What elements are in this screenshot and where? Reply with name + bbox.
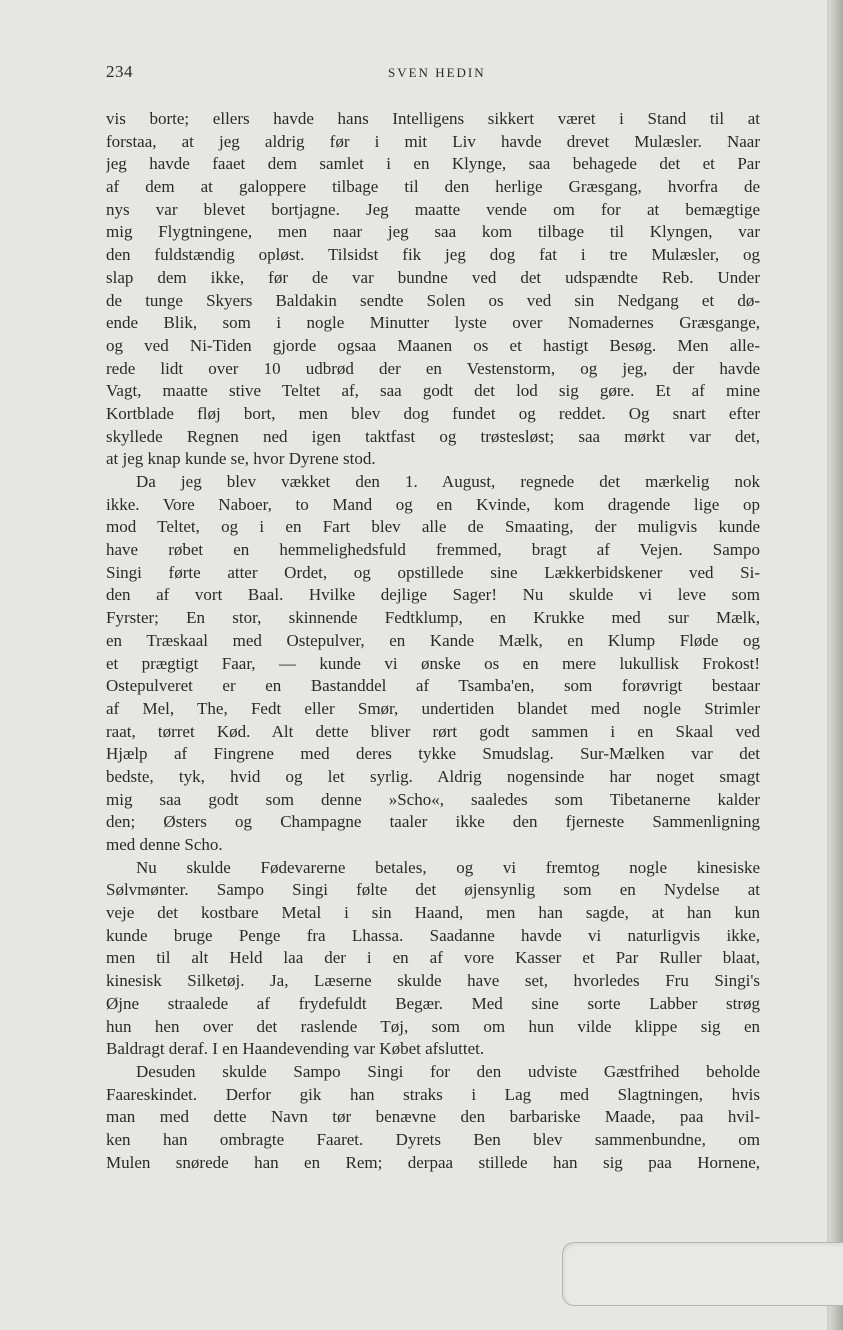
text-line: Hjælp af Fingrene med deres tykke Smudslag. Sur-Mælken var det <box>106 744 760 764</box>
text-line: den fuldstændig opløst. Tilsidst fik jeg dog fat i tre Mulæsler, og <box>106 245 760 265</box>
text-line: man med dette Navn tør benævne den barbariske Maade, paa hvil- <box>106 1107 760 1127</box>
text-line: Desuden skulde Sampo Singi for den udviste Gæstfrihed beholde <box>136 1061 760 1081</box>
text-line: af dem at galoppere tilbage til den herlige Græsgang, hvorfra de <box>106 177 760 197</box>
text-line: slap dem ikke, før de var bundne ved det udspændte Reb. Under <box>106 267 760 287</box>
text-line: skyllede Regnen ned igen taktfast og trøstesløst; saa mørkt var det, <box>106 426 760 446</box>
text-line: have røbet en hemmelighedsfuld fremmed, bragt af Vejen. Sampo <box>106 540 760 560</box>
text-line: mod Teltet, og i en Fart blev alle de Smaating, der muligvis kunde <box>106 517 760 537</box>
text-line: rede lidt over 10 udbrød der en Vestenstorm, og jeg, der havde <box>106 358 760 378</box>
text-line: den af vort Baal. Hvilke dejlige Sager! Nu skulde vi leve som <box>106 585 760 605</box>
text-line: jeg havde faaet dem samlet i en Klynge, saa behagede det et Par <box>106 154 760 174</box>
text-line: mig Flygtningene, men naar jeg saa kom tilbage til Klyngen, var <box>106 222 760 242</box>
text-line: Faareskindet. Derfor gik han straks i Lag med Slagtningen, hvis <box>106 1084 760 1104</box>
text-line: Fyrster; En stor, skinnende Fedtklump, en Krukke med sur Mælk, <box>106 608 760 628</box>
text-line: Øjne straalede af frydefuldt Begær. Med sine sorte Labber strøg <box>106 993 760 1013</box>
text-line: et prægtigt Faar, — kunde vi ønske os en mere lukullisk Frokost! <box>106 653 760 673</box>
text-line: nys var blevet bortjagne. Jeg maatte vende om for at bemægtige <box>106 199 760 219</box>
paper-slip <box>562 1242 843 1306</box>
text-line: kinesisk Silketøj. Ja, Læserne skulde have set, hvorledes Fru Singi's <box>106 971 760 991</box>
text-line: mig saa godt som denne »Scho«, saaledes som Tibetanerne kalder <box>106 789 760 809</box>
running-title: SVEN HEDIN <box>388 65 486 80</box>
text-line: ikke. Vore Naboer, to Mand og en Kvinde, kom dragende lige op <box>106 494 760 514</box>
text-line: ken han ombragte Faaret. Dyrets Ben blev sammenbundne, om <box>106 1129 760 1149</box>
text-line: raat, tørret Kød. Alt dette bliver rørt godt sammen i en Skaal ved <box>106 721 760 741</box>
text-line: Mulen snørede han en Rem; derpaa stillede han sig paa Hornene, <box>106 1152 760 1172</box>
page-number: 234 <box>106 62 133 81</box>
text-line: med denne Scho. <box>106 835 223 854</box>
text-line: men til alt Held laa der i en af vore Kasser et Par Ruller blaat, <box>106 948 760 968</box>
text-line: og ved Ni-Tiden gjorde ogsaa Maanen os et hastigt Besøg. Men alle- <box>106 335 760 355</box>
text-line: forstaa, at jeg aldrig før i mit Liv havde drevet Mulæsler. Naar <box>106 131 760 151</box>
book-page-edge <box>829 0 843 1330</box>
text-line: Kortblade fløj bort, men blev dog fundet og reddet. Og snart efter <box>106 403 760 423</box>
running-head <box>106 62 760 86</box>
text-line: af Mel, The, Fedt eller Smør, undertiden blandet med nogle Strimler <box>106 698 760 718</box>
text-line: Baldragt deraf. I en Haandevending var Købet afsluttet. <box>106 1039 485 1059</box>
text-line: en Træskaal med Ostepulver, en Kande Mælk, en Klump Fløde og <box>106 630 760 650</box>
text-line: veje det kostbare Metal i sin Haand, men han sagde, at han kun <box>106 903 760 923</box>
text-line: Sølvmønter. Sampo Singi følte det øjensynlig som en Nydelse at <box>106 880 760 900</box>
text-line: ende Blik, som i nogle Minutter lyste over Nomadernes Græsgange, <box>106 313 760 333</box>
body-text <box>106 108 760 1174</box>
text-line: kunde bruge Penge fra Lhassa. Saadanne havde vi naturligvis ikke, <box>106 925 760 945</box>
text-line: vis borte; ellers havde hans Intelligens sikkert været i Stand til at <box>106 109 760 128</box>
text-line: at jeg knap kunde se, hvor Dyrene stod. <box>106 449 376 469</box>
text-line: Nu skulde Fødevarerne betales, og vi fremtog nogle kinesiske <box>136 857 760 877</box>
text-line: Ostepulveret er en Bastanddel af Tsamba'en, som forøvrigt bestaar <box>106 676 760 696</box>
text-line: bedste, tyk, hvid og let syrlig. Aldrig nogensinde har noget smagt <box>106 766 760 786</box>
text-line: de tunge Skyers Baldakin sendte Solen os ved sin Nedgang et dø- <box>106 290 760 310</box>
text-line: Singi førte atter Ordet, og opstillede sine Lækkerbidskener ved Si- <box>106 562 760 582</box>
text-line: Vagt, maatte stive Teltet af, saa godt det lod sig gøre. Et af mine <box>106 381 760 401</box>
text-line: hun hen over det raslende Tøj, som om hun vilde klippe sig en <box>106 1016 760 1036</box>
text-line: den; Østers og Champagne taaler ikke den fjerneste Sammenligning <box>106 812 760 832</box>
text-line: Da jeg blev vækket den 1. August, regnede det mærkelig nok <box>136 472 760 491</box>
